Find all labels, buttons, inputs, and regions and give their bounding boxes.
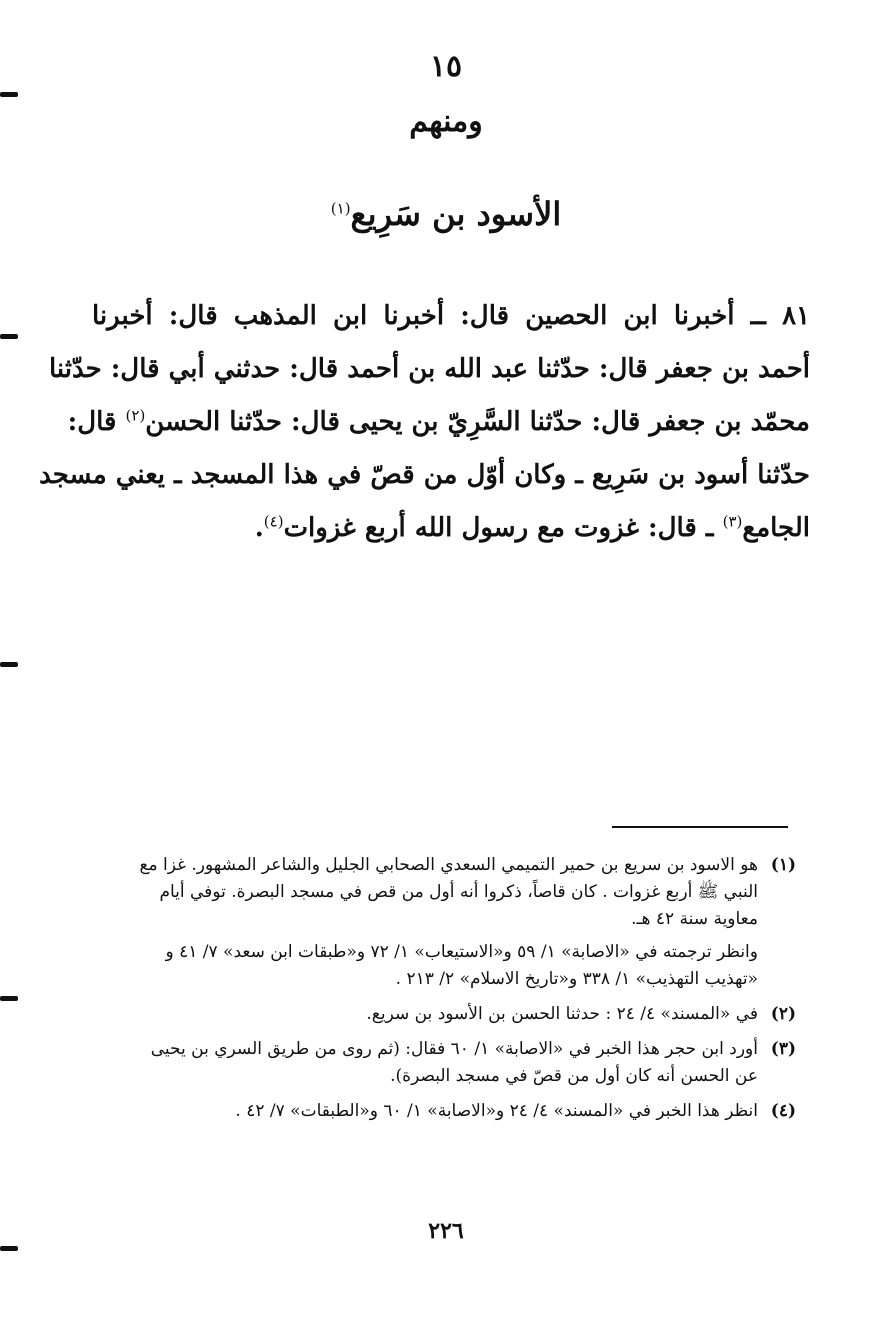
text-segment: . [254,513,264,543]
text-segment: محمّد بن جعفر قال: حدّثنا السَّرِيّ بن يحيى قال: حدّثنا الحسن [145,407,810,437]
text-line: ٨١ ــ أخبرنا ابن الحصين قال: أخبرنا ابن المذهب قال: أخبرنا [92,301,810,331]
footnote-body [98,1001,758,1028]
entry-title-text: الأسود بن سَرِيع [350,195,562,233]
footnote-4 [98,1098,796,1125]
footnote-line: «تهذيب التهذيب» ١/ ٣٣٨ و«تاريخ الاسلام» ٢/ ٢١٣ . [395,969,758,989]
footnote-ref: (٣) [722,512,743,531]
footnote-number: (٣) [770,1039,796,1059]
footnote-1 [98,852,796,993]
scan-edge-mark [0,662,18,667]
footnote-body [98,1098,758,1125]
page-number: ٢٢٦ [428,1218,464,1244]
footnote-line: أورد ابن حجر هذا الخبر في «الاصابة» ١/ ٦٠ فقال: (ثم روى من طريق السري بن يحيى [150,1039,758,1059]
footnote-line: عن الحسن أنه كان أول من قصّ في مسجد البصرة). [390,1066,758,1086]
footnote-references [98,939,758,993]
footnote-line: هو الاسود بن سريع بن حمير التميمي السعدي الصحابي الجليل والشاعر المشهور. غزا مع [139,855,758,875]
footnote-ref: (٤) [263,512,284,531]
text-segment: ـ قال: غزوت مع رسول الله أربع غزوات [283,513,723,543]
footnote-ref: (٢) [125,406,146,425]
footnote-number: (٢) [770,1004,796,1024]
scan-edge-mark [0,334,18,339]
scan-edge-mark [0,92,18,97]
footnote-3 [98,1036,796,1090]
scan-edge-mark [0,1246,18,1251]
footnote-line: النبي ﷺ أربع غزوات . كان قاصاً، ذكروا أنه أول من قص في مسجد البصرة. توفي أيام [159,882,758,902]
text-segment: قال: [67,407,126,437]
text-line [92,502,810,555]
footnotes [98,852,796,1133]
footnote-line: وانظر ترجمته في «الاصابة» ١/ ٥٩ و«الاستيعاب» ١/ ٧٢ و«طبقات ابن سعد» ٧/ ٤١ و [165,942,758,962]
footnote-ref: (١) [330,199,351,218]
entry-title [0,192,892,236]
footnote-line: معاوية سنة ٤٢ هـ. [631,909,758,929]
text-segment: الجامع [742,513,810,543]
footnote-body [98,852,758,993]
text-line: حدّثنا أسود بن سَرِيع ـ وكان أوّل من قصّ في هذا المسجد ـ يعني مسجد [39,460,810,490]
footnote-line: في «المسند» ٤/ ٢٤ : حدثنا الحسن بن الأسود بن سريع. [366,1004,758,1024]
footnote-number: (١) [770,855,796,875]
footnote-line: انظر هذا الخبر في «المسند» ٤/ ٢٤ و«الاصابة» ١/ ٦٠ و«الطبقات» ٧/ ٤٢ . [235,1101,758,1121]
section-number: ١٥ [429,49,463,84]
text-line [67,396,810,449]
scan-edge-mark [0,996,18,1001]
text-line: أحمد بن جعفر قال: حدّثنا عبد الله بن أحمد قال: حدثني أبي قال: حدّثنا [48,354,810,384]
footnote-2 [98,1001,796,1028]
footnote-number: (٤) [770,1101,796,1121]
section-heading: ومنهم [409,104,483,139]
footnote-divider [612,826,788,828]
hadith-text [39,290,810,555]
footnote-body [98,1036,758,1090]
